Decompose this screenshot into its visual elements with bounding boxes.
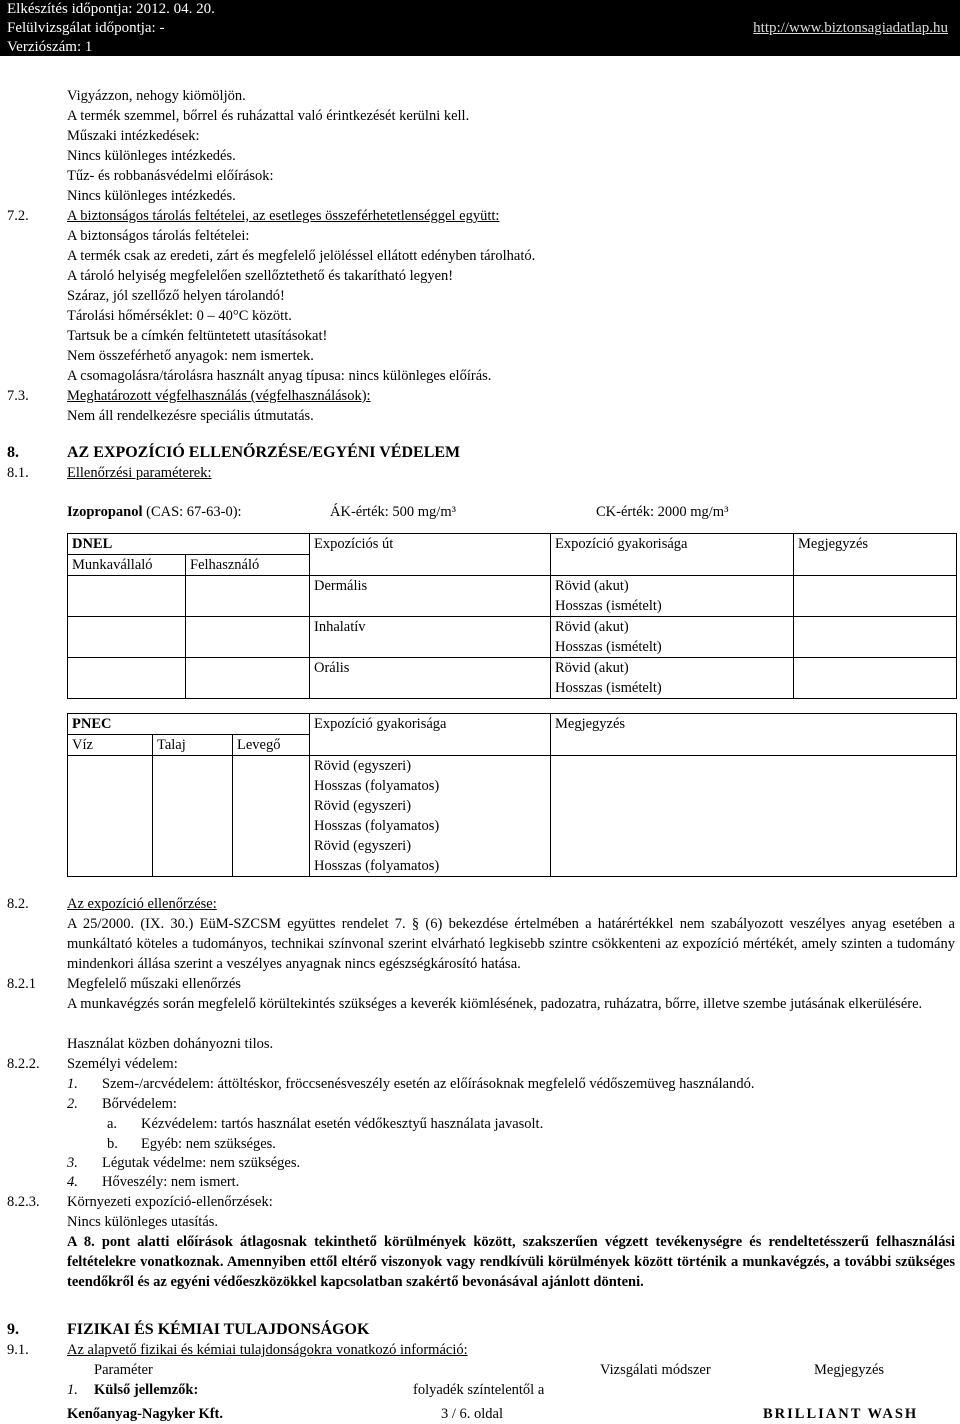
col-header-air: Levegő bbox=[233, 735, 310, 756]
frequency-long: Hosszas (ismételt) bbox=[555, 598, 662, 614]
col-header-method: Vizsgálati módszer bbox=[600, 1362, 711, 1378]
sub-item-letter: a. bbox=[107, 1116, 118, 1132]
table-row bbox=[68, 576, 957, 617]
section-number-8-2-3: 8.2.3. bbox=[7, 1194, 40, 1210]
list-item: Hőveszély: nem ismert. bbox=[102, 1174, 240, 1190]
table-cell bbox=[186, 617, 310, 658]
document-header bbox=[0, 0, 960, 56]
table-cell bbox=[794, 576, 957, 617]
created-date: Elkészítés időpontja: 2012. 04. 20. bbox=[7, 1, 215, 17]
sec7-line: Műszaki intézkedések: bbox=[67, 128, 200, 144]
sec72-line: A biztonságos tárolás feltételei: bbox=[67, 228, 250, 244]
section-number-8-2-1: 8.2.1 bbox=[7, 976, 36, 992]
section-title-7-2: A biztonságos tárolás feltételei, az esetleges összeférhetetlenséggel együtt: bbox=[67, 208, 500, 224]
ak-value: ÁK-érték: 500 mg/m³ bbox=[330, 504, 456, 520]
section-title-8-2-3: Környezeti expozíció-ellenőrzések: bbox=[67, 1194, 273, 1210]
revision-date: Felülvizsgálat időpontja: - bbox=[7, 20, 165, 36]
col-header-note: Megjegyzés bbox=[814, 1362, 885, 1378]
list-item-number: 1. bbox=[67, 1076, 78, 1092]
table-cell bbox=[68, 617, 186, 658]
table-row bbox=[68, 534, 957, 555]
route-cell: Dermális bbox=[310, 576, 551, 617]
sub-item-letter: b. bbox=[107, 1136, 118, 1152]
sec72-line: Száraz, jól szellőző helyen tárolandó! bbox=[67, 288, 285, 304]
section-number-8: 8. bbox=[7, 444, 19, 461]
table-row bbox=[68, 617, 957, 658]
sec82-text: A 25/2000. (IX. 30.) EüM-SZCSM együttes rendelet 7. § (6) bekezdése értelmében a határértékkel nem szabályozott veszélyes anyag esetében a munkáltató köteles a tudományos, technikai színvonal szerint elvárható legkisebb szintre csökkenteni az expozíció mértékét, amely szinten a tudomány mindenkori állása szerint a veszélyes anyagnak nincs egészségkárosító hatása. bbox=[67, 916, 955, 972]
table-cell bbox=[233, 756, 310, 877]
col-header-note: Megjegyzés bbox=[551, 714, 957, 756]
footer-product-name: BRILLIANT WASH bbox=[763, 1406, 919, 1422]
col-header-frequency: Expozíció gyakorisága bbox=[310, 714, 551, 756]
section-8-note: A 8. pont alatti előírások átlagosnak tekinthető körülmények között, szakszerűen végzett tevékenységre és rendeltetésszerű felhasználási feltételekre vonatkoznak. Amennyiben ettől eltérő viszonyok vagy rendkívüli körülmények között történik a munkavégzés, a további szükséges teendőkről és az egyéni védőeszközökkel kapcsolatban szakértő bevonásával ajánlott dönteni. bbox=[67, 1234, 955, 1290]
sec7-line: Nincs különleges intézkedés. bbox=[67, 188, 236, 204]
list-item-number: 4. bbox=[67, 1174, 78, 1190]
col-header-water: Víz bbox=[68, 735, 153, 756]
section-title-8-2-1: Megfelelő műszaki ellenőrzés bbox=[67, 976, 241, 992]
sec73-text: Nem áll rendelkezésre speciális útmutatás. bbox=[67, 408, 314, 424]
sec72-line: Tárolási hőmérséklet: 0 – 40°C között. bbox=[67, 308, 292, 324]
list-item: Bőrvédelem: bbox=[102, 1096, 177, 1112]
list-item-number: 3. bbox=[67, 1155, 78, 1171]
substance-cas: (CAS: 67-63-0): bbox=[142, 504, 242, 520]
section-title-9-1: Az alapvető fizikai és kémiai tulajdonságokra vonatkozó információ: bbox=[67, 1342, 468, 1358]
dnel-label: DNEL bbox=[68, 534, 310, 555]
table-cell bbox=[551, 756, 957, 877]
section-title-7-3: Meghatározott végfelhasználás (végfelhasználások): bbox=[67, 388, 371, 404]
section-title-8-2: Az expozíció ellenőrzése: bbox=[67, 896, 217, 912]
frequency-cell bbox=[310, 756, 551, 877]
param-value: folyadék színtelentől a bbox=[413, 1382, 545, 1398]
header-left bbox=[7, 0, 215, 57]
col-header-frequency: Expozíció gyakorisága bbox=[551, 534, 794, 576]
list-item-number: 2. bbox=[67, 1096, 78, 1112]
table-cell bbox=[68, 756, 153, 877]
section-title-8-2-2: Személyi védelem: bbox=[67, 1056, 178, 1072]
sec72-line: Nem összeférhető anyagok: nem ismertek. bbox=[67, 348, 314, 364]
sec7-line: Tűz- és robbanásvédelmi előírások: bbox=[67, 168, 274, 184]
param-label: Külső jellemzők: bbox=[94, 1382, 199, 1398]
frequency-short: Rövid (egyszeri) bbox=[314, 838, 412, 854]
frequency-short: Rövid (akut) bbox=[555, 619, 629, 635]
frequency-cell bbox=[551, 576, 794, 617]
section-number-9-1: 9.1. bbox=[7, 1342, 29, 1358]
table-row bbox=[68, 714, 957, 735]
sub-item: Egyéb: nem szükséges. bbox=[141, 1136, 276, 1152]
ck-value: CK-érték: 2000 mg/m³ bbox=[596, 504, 729, 520]
section-title-8-1: Ellenőrzési paraméterek: bbox=[67, 465, 212, 481]
sub-item: Kézvédelem: tartós használat esetén védőkesztyű használata javasolt. bbox=[141, 1116, 544, 1132]
sec7-line: Nincs különleges intézkedés. bbox=[67, 148, 236, 164]
frequency-long: Hosszas (ismételt) bbox=[555, 680, 662, 696]
col-header-parameter: Paraméter bbox=[94, 1362, 153, 1378]
table-row bbox=[68, 658, 957, 699]
sec7-line: Vigyázzon, nehogy kiömöljön. bbox=[67, 88, 246, 104]
table-cell bbox=[186, 658, 310, 699]
table-cell bbox=[153, 756, 233, 877]
section-title-8: AZ EXPOZÍCIÓ ELLENŐRZÉSE/EGYÉNI VÉDELEM bbox=[67, 444, 461, 461]
frequency-short: Rövid (egyszeri) bbox=[314, 798, 412, 814]
list-item: Légutak védelme: nem szükséges. bbox=[102, 1155, 301, 1171]
sec7-line: A termék szemmel, bőrrel és ruházattal való érintkezését kerülni kell. bbox=[67, 108, 470, 124]
sec823-text: Nincs különleges utasítás. bbox=[67, 1214, 219, 1230]
section-number-7-2: 7.2. bbox=[7, 208, 29, 224]
frequency-long: Hosszas (folyamatos) bbox=[314, 858, 440, 874]
substance-info bbox=[67, 502, 242, 522]
pnec-table bbox=[67, 713, 957, 877]
section-title-9: FIZIKAI ÉS KÉMIAI TULAJDONSÁGOK bbox=[67, 1321, 370, 1338]
sec821-text: A munkavégzés során megfelelő körültekintés szükséges a keverék kiömlésének, padozatra, ruházatra, bőrre, illetve szembe jutásának elkerülésére. bbox=[67, 996, 923, 1012]
section-number-8-2: 8.2. bbox=[7, 896, 29, 912]
footer-company: Kenőanyag-Nagyker Kft. bbox=[67, 1406, 224, 1422]
col-header-worker: Munkavállaló bbox=[68, 555, 186, 576]
sec72-line: A termék csak az eredeti, zárt és megfelelő jelöléssel ellátott edényben tárolható. bbox=[67, 248, 536, 264]
version-number: Verziószám: 1 bbox=[7, 39, 93, 55]
sec821-text2: Használat közben dohányozni tilos. bbox=[67, 1036, 274, 1052]
list-item-number: 1. bbox=[67, 1382, 78, 1398]
frequency-short: Rövid (akut) bbox=[555, 578, 629, 594]
sec72-line: A csomagolásra/tárolásra használt anyag típusa: nincs különleges előírás. bbox=[67, 368, 492, 384]
route-cell: Orális bbox=[310, 658, 551, 699]
frequency-long: Hosszas (ismételt) bbox=[555, 639, 662, 655]
dnel-table bbox=[67, 533, 957, 699]
substance-name: Izopropanol bbox=[67, 504, 143, 520]
frequency-short: Rövid (akut) bbox=[555, 660, 629, 676]
section-number-8-1: 8.1. bbox=[7, 465, 29, 481]
table-cell bbox=[68, 576, 186, 617]
frequency-long: Hosszas (folyamatos) bbox=[314, 818, 440, 834]
sec72-line: Tartsuk be a címkén feltüntetett utasításokat! bbox=[67, 328, 328, 344]
route-cell: Inhalatív bbox=[310, 617, 551, 658]
frequency-long: Hosszas (folyamatos) bbox=[314, 778, 440, 794]
table-cell bbox=[186, 576, 310, 617]
section-number-8-2-2: 8.2.2. bbox=[7, 1056, 40, 1072]
col-header-route: Expozíciós út bbox=[310, 534, 551, 576]
header-url-link[interactable]: http://www.biztonsagiadatlap.hu bbox=[753, 20, 948, 36]
sec72-line: A tároló helyiség megfelelően szellőztethető és takarítható legyen! bbox=[67, 268, 454, 284]
section-number-7-3: 7.3. bbox=[7, 388, 29, 404]
col-header-soil: Talaj bbox=[153, 735, 233, 756]
table-cell bbox=[794, 617, 957, 658]
list-item: Szem-/arcvédelem: áttöltéskor, fröccsenésveszély esetén az előírásoknak megfelelő védőszemüveg használandó. bbox=[102, 1076, 755, 1092]
frequency-short: Rövid (egyszeri) bbox=[314, 758, 412, 774]
section-number-9: 9. bbox=[7, 1321, 19, 1338]
footer-page-number: 3 / 6. oldal bbox=[441, 1406, 504, 1422]
frequency-cell bbox=[551, 658, 794, 699]
table-cell bbox=[794, 658, 957, 699]
col-header-note: Megjegyzés bbox=[794, 534, 957, 576]
table-cell bbox=[68, 658, 186, 699]
pnec-label: PNEC bbox=[68, 714, 310, 735]
col-header-user: Felhasználó bbox=[186, 555, 310, 576]
table-row bbox=[68, 756, 957, 877]
frequency-cell bbox=[551, 617, 794, 658]
document-footer bbox=[0, 1404, 960, 1424]
